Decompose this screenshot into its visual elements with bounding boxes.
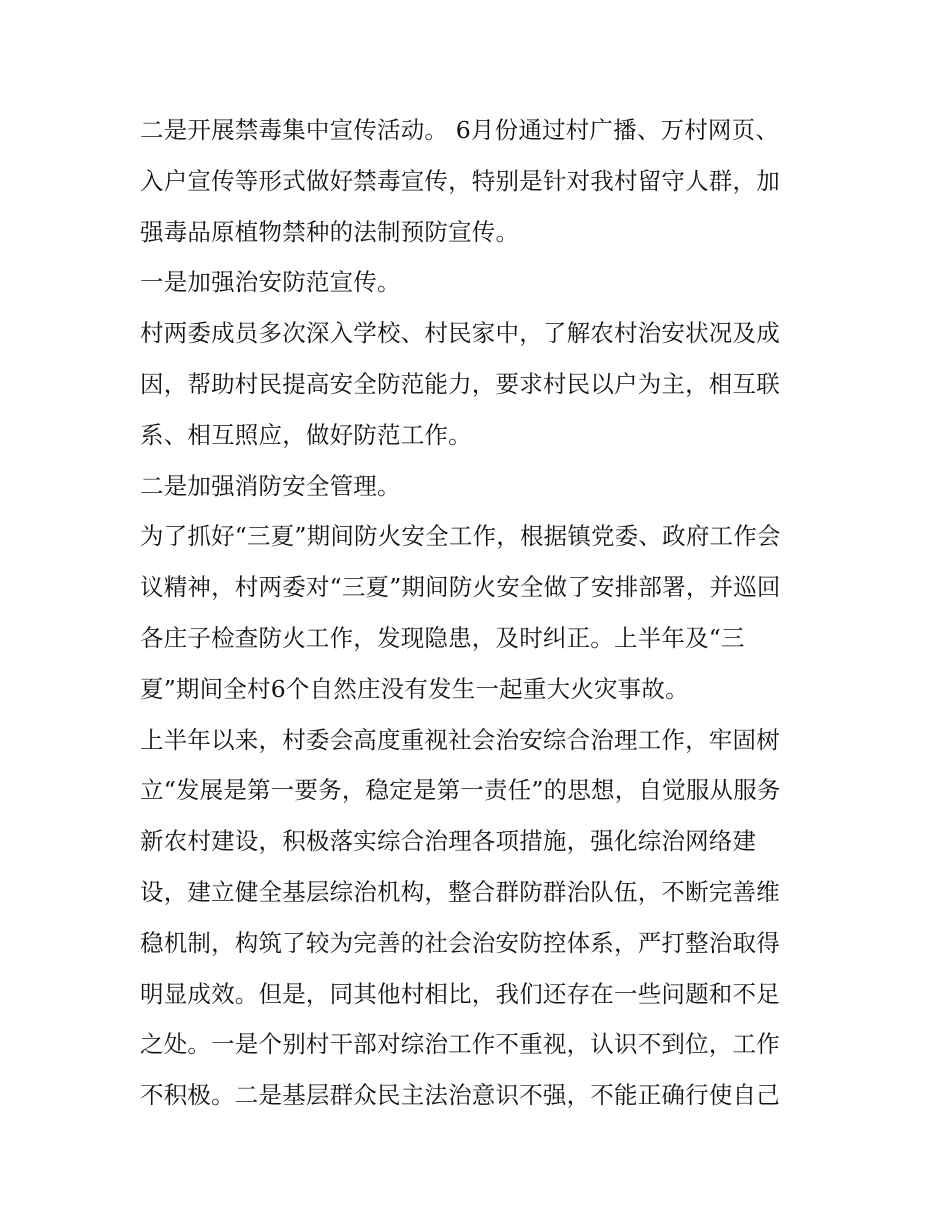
text-line: 村两委成员多次深入学校、村民家中，了解农村治安状况及成 [140, 319, 780, 348]
text-line: 不积极。二是基层群众民主法治意识不强，不能正确行使自己 [140, 1081, 780, 1110]
text-line: 夏”期间全村6个自然庄没有发生一起重大火灾事故。 [140, 674, 689, 703]
text-line: 强毒品原植物禁种的法制预防宣传。 [140, 217, 520, 246]
text-line: 二是开展禁毒集中宣传活动。 6月份通过村广播、万村网页、 [140, 116, 780, 144]
section-heading: 一是加强治安防范宣传。 [140, 268, 401, 297]
text-line: 设，建立健全基层综治机构，整合群防群治队伍，不断完善维 [140, 877, 780, 906]
text-line: 上半年以来，村委会高度重视社会治安综合治理工作，牢固树 [140, 725, 780, 754]
text-line: 系、相互照应，做好防范工作。 [140, 420, 472, 449]
text-line: 入户宣传等形式做好禁毒宣传，特别是针对我村留守人群，加 [140, 166, 780, 195]
text-line: 稳机制，构筑了较为完善的社会治安防控体系，严打整治取得 [140, 928, 780, 957]
section-heading: 二是加强消防安全管理。 [140, 471, 401, 500]
text-line: 为了抓好“三夏”期间防火安全工作，根据镇党委、政府工作会 [140, 522, 781, 551]
document-body [140, 105, 820, 1121]
text-line: 各庄子检查防火工作，发现隐患，及时纠正。上半年及“三 [140, 623, 745, 652]
text-line: 之处。一是个别村干部对综治工作不重视，认识不到位，工作 [140, 1030, 780, 1059]
text-line: 新农村建设，积极落实综合治理各项措施，强化综治网络建 [140, 827, 757, 856]
text-line: 明显成效。但是，同其他村相比，我们还存在一些问题和不足 [140, 979, 780, 1008]
text-line: 议精神，村两委对“三夏”期间防火安全做了安排部署，并巡回 [140, 573, 781, 602]
text-line: 因，帮助村民提高安全防范能力，要求村民以户为主，相互联 [140, 369, 780, 398]
text-line: 立“发展是第一要务，稳定是第一责任”的思想，自觉服从服务 [140, 776, 781, 805]
